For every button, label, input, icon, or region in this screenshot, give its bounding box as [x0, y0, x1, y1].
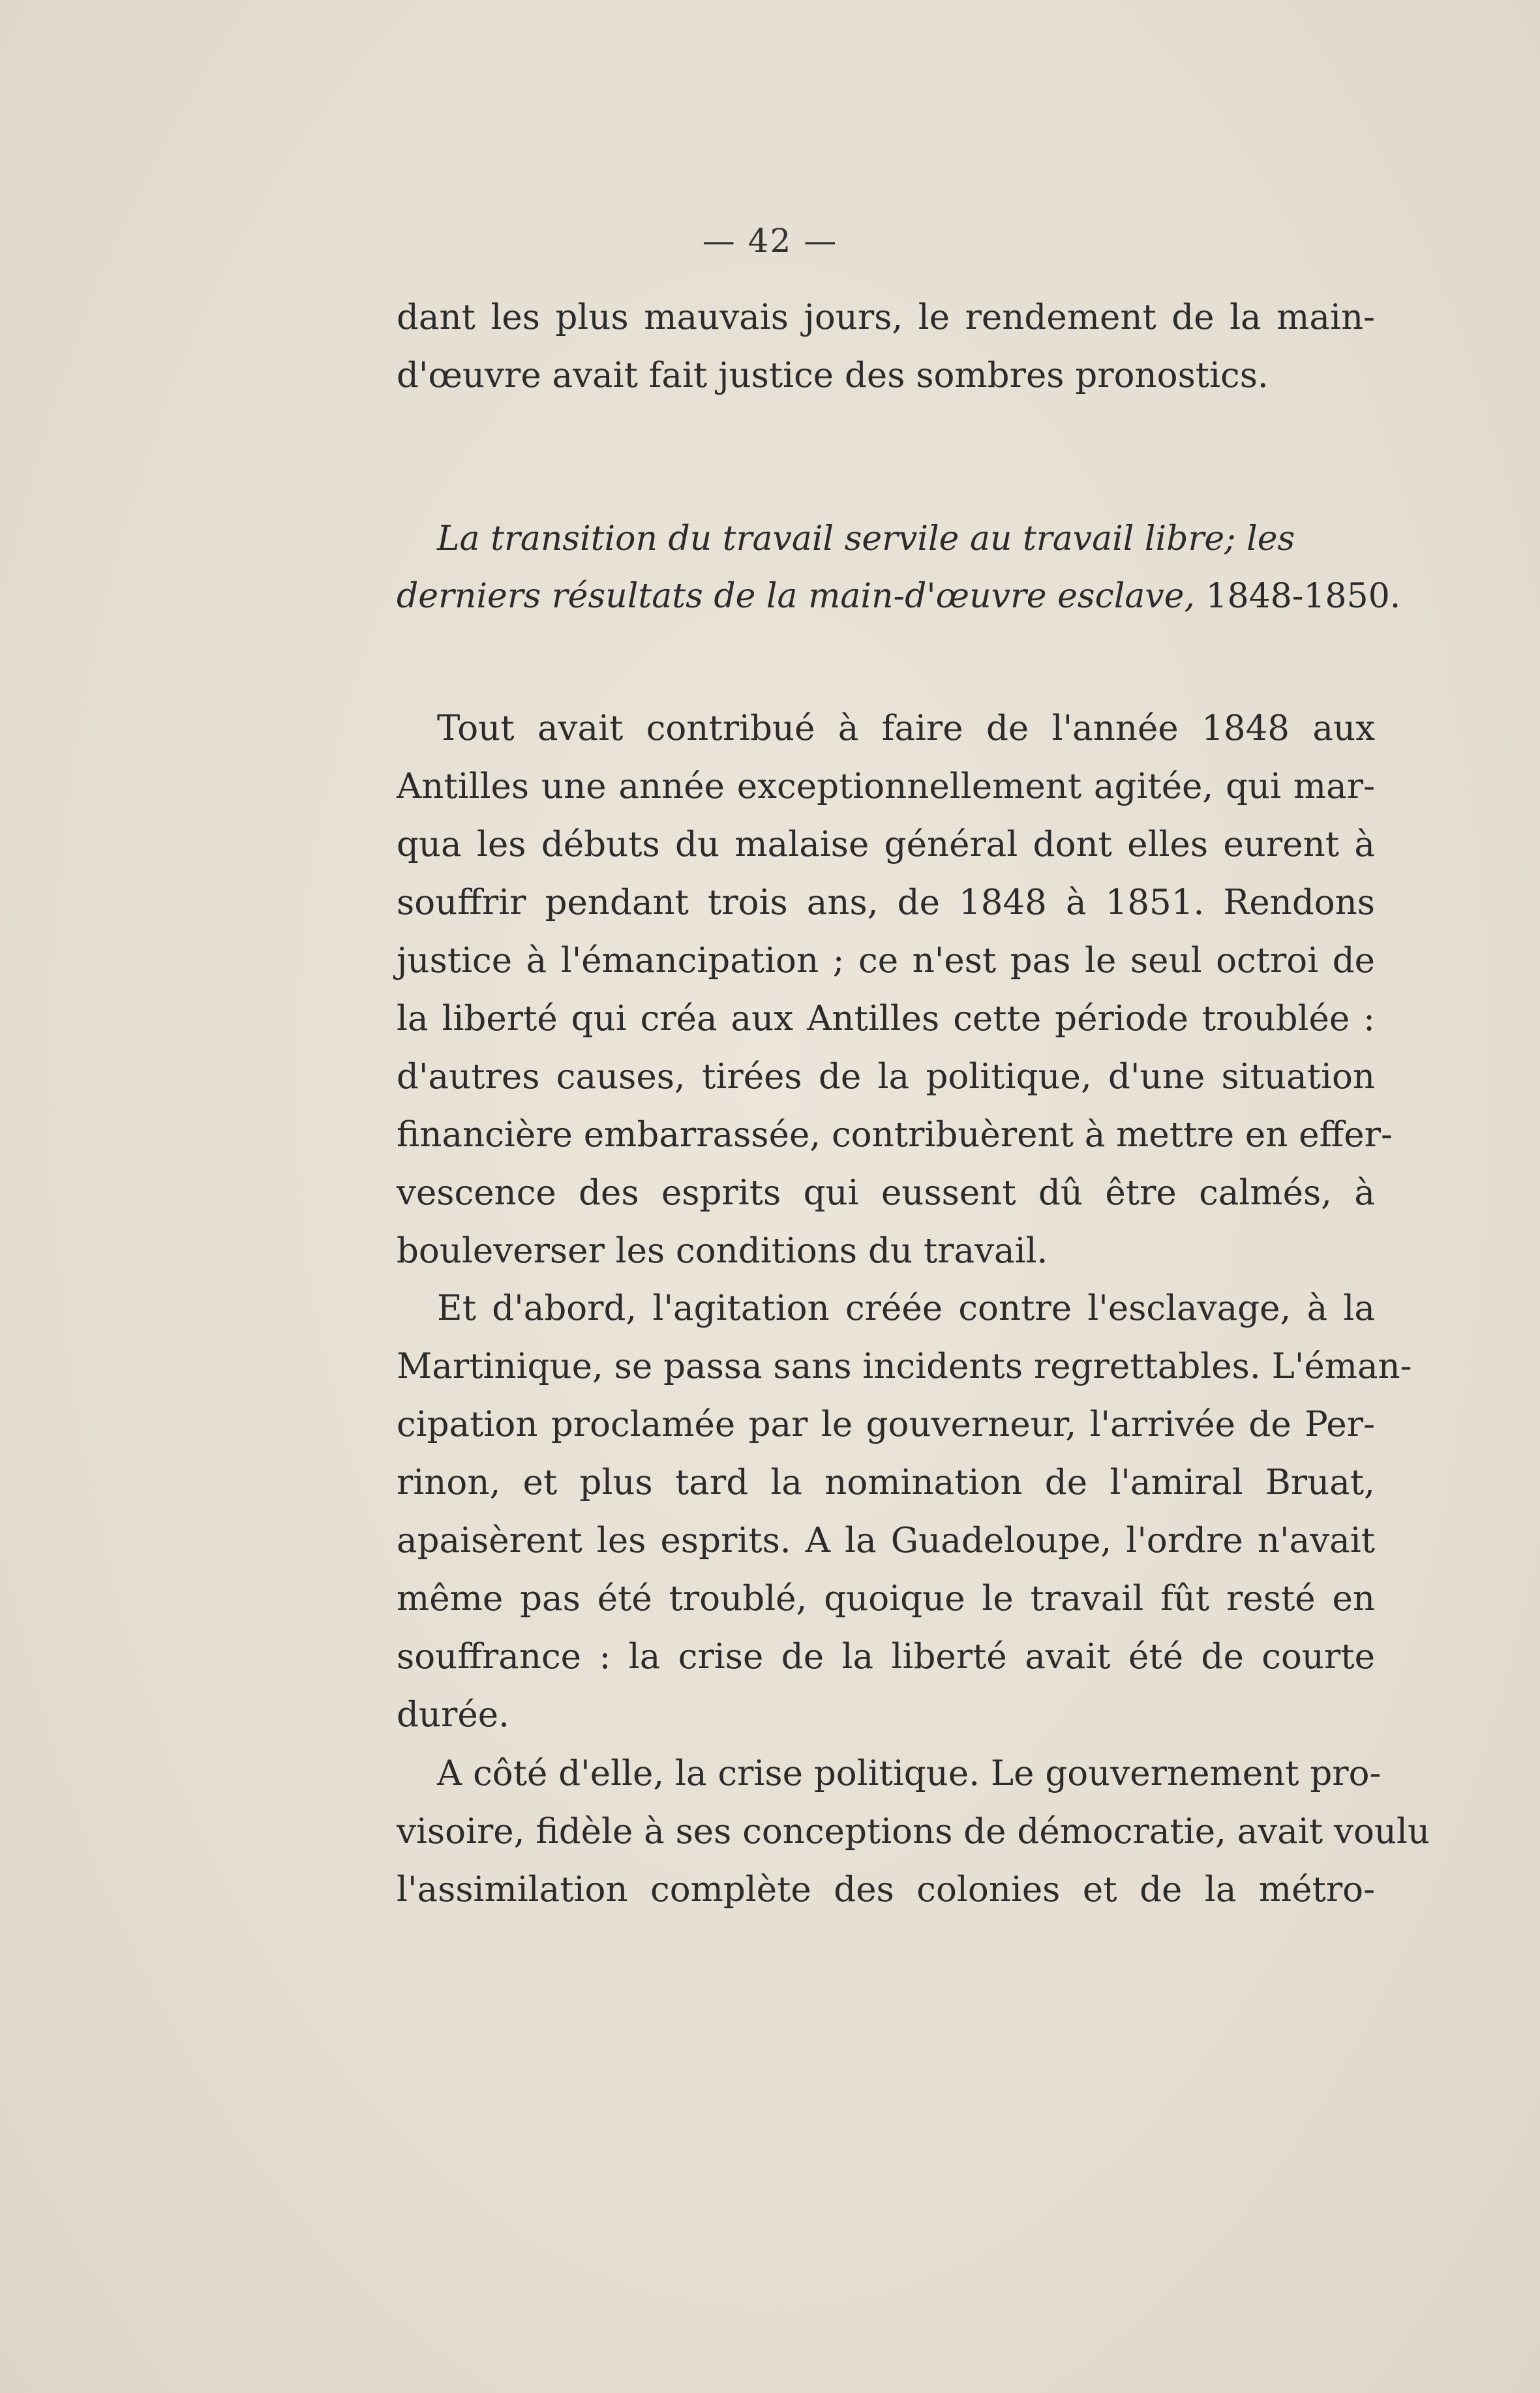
text-line: qua les débuts du malaise général dont elles eurent à	[397, 825, 1375, 864]
heading-line: La transition du travail servile au travail libre; les	[437, 519, 1295, 558]
heading-line	[397, 568, 1401, 625]
heading-dates: 1848-1850.	[1205, 577, 1401, 616]
text-line: A côté d'elle, la crise politique. Le gouvernement pro-	[437, 1754, 1381, 1793]
text-line: Antilles une année exceptionnellement agitée, qui mar-	[397, 767, 1375, 806]
text-line: dant les plus mauvais jours, le rendement de la main-	[397, 297, 1375, 337]
text-line: justice à l'émancipation ; ce n'est pas le seul octroi de	[397, 941, 1375, 981]
text-line: bouleverser les conditions du travail.	[397, 1231, 1048, 1271]
body-paragraph	[397, 1745, 1430, 1919]
body-paragraph	[397, 699, 1393, 1280]
text-line: durée.	[397, 1695, 509, 1735]
text-line: même pas été troublé, quoique le travail fût resté en	[397, 1579, 1375, 1619]
text-line: rinon, et plus tard la nomination de l'amiral Bruat,	[397, 1463, 1375, 1502]
intro-paragraph	[397, 288, 1375, 404]
text-line: cipation proclamée par le gouverneur, l'arrivée de Per-	[397, 1405, 1375, 1444]
text-line: vescence des esprits qui eussent dû être calmés, à	[397, 1173, 1375, 1213]
text-line: d'autres causes, tirées de la politique, d'une situation	[397, 1057, 1375, 1097]
text-line: d'œuvre avait fait justice des sombres pronostics.	[397, 356, 1269, 395]
text-line: apaisèrent les esprits. A la Guadeloupe, l'ordre n'avait	[397, 1521, 1375, 1561]
text-line: Et d'abord, l'agitation créée contre l'esclavage, à la	[437, 1288, 1375, 1328]
text-line: l'assimilation complète des colonies et de la métro-	[397, 1870, 1375, 1910]
body-paragraph	[397, 1279, 1412, 1744]
text-line: Martinique, se passa sans incidents regrettables. L'éman-	[397, 1347, 1412, 1386]
text-line: financière embarrassée, contribuèrent à mettre en effer-	[397, 1115, 1393, 1155]
text-line: visoire, fidèle à ses conceptions de démocratie, avait voulu	[397, 1812, 1430, 1852]
text-line: Tout avait contribué à faire de l'année 1848 aux	[437, 709, 1375, 748]
text-line: souffrir pendant trois ans, de 1848 à 1851. Rendons	[397, 883, 1375, 922]
section-heading	[397, 510, 1401, 625]
heading-line-text: derniers résultats de la main-d'œuvre esclave,	[397, 577, 1196, 616]
text-line: la liberté qui créa aux Antilles cette période troublée :	[397, 999, 1375, 1039]
page-number: — 42 —	[702, 222, 838, 260]
text-line: souffrance : la crise de la liberté avait été de courte	[397, 1637, 1375, 1677]
